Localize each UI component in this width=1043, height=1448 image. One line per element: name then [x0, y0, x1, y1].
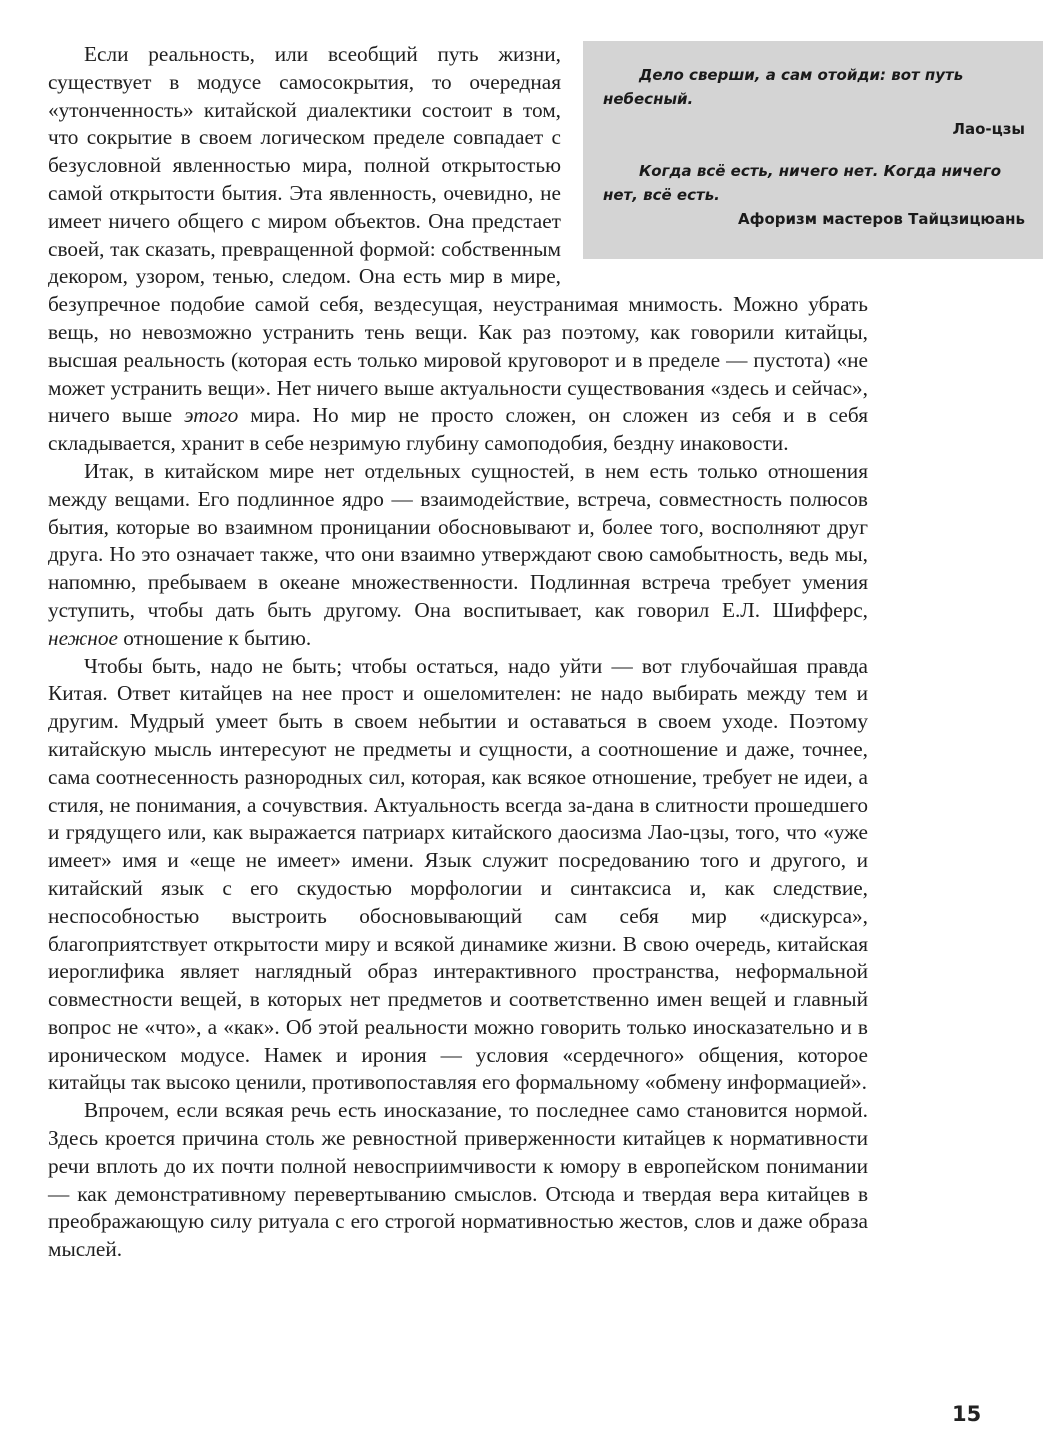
paragraph-3: Чтобы быть, надо не быть; чтобы остаться, надо уйти — вот глубочайшая правда Китая. Ответ китайцев на нее прост и ошеломителен: не надо выбирать между тем и другим. Мудрый умеет быть в своем небытии и оставаться в своем уходе. Поэтому китайскую мысль интересуют не предметы и сущности, а соотношение и даже, точнее, сама соотнесенность разнородных сил, которая, как всякое отношение, требует не идеи, а стиля, не понимания, а сочувствия. Актуальность всегда за-дана в слитности прошедшего и грядущего или, как выражается патриарх китайского даосизма Лао-цзы, того, что «уже имеет» имя и «еще не имеет» имени. Язык служит посредованию того и другого, и китайский язык с его скудостью морфологии и синтаксиса и, как следствие, неспособностью выстроить обосновывающий сам себя мир «дискурса», благоприятствует открытости миру и всякой динамике жизни. В свою очередь, китайская иероглифика являет наглядный образ интерактивного пространства, неформальной совместности вещей, в которых нет предметов и соответственно имен вещей и главный вопрос не «что», а «как». Об этой реальности можно говорить только иносказательно и в ироническом модусе. Намек и ирония — условия «сердечного» общения, которое китайцы так высоко ценили, противопоставляя его формальному «обмену информацией». — [48, 653, 868, 1095]
paragraph-2-text-end: отношение к бытию. — [117, 625, 312, 650]
paragraph-2-text: Итак, в китайском мире нет отдельных сущностей, в нем есть только отношения между вещами. Его подлинное ядро — взаимодействие, встреча, совместность полюсов бытия, которые во взаимном проницании обосновывают и, более того, восполняют друг друга. Но это означает также, что они взаимно утверждают свою самобытность, ведь мы, напомню, пребываем в океане множественности. Подлинная встреча требует умения уступить, чтобы дать быть другому. Она воспитывает, как говорил Е.Л. Шифферс, — [48, 458, 868, 622]
epigraph-quote-1: Дело сверши, а сам отойди: вот путь небесный. — [603, 66, 964, 108]
paragraph-2-emphasis: нежное — [48, 625, 118, 650]
paragraph-1-text: Если реальность, или всеобщий путь жизни, существует в модусе самосокрытия, то очередная «утонченность» китайской диалектики состоит в том, что сокрытие в своем логическом пределе совпадает с безусловной явленностью мира, полной открытостью самой открытости бытия. Эта явленность, очевидно, не имеет ничего общего с миром объектов. Она предстает своей, так сказать, превращенной формой: собственным декором, узором, тенью, следом. Она есть мир в мире, безупречное подобие самой себя, вездесущая, неустранимая мнимость. Можно убрать вещь, но невозможно устранить тень вещи. Как раз поэтому, как говорили китайцы, высшая реальность (которая есть только мировой круговорот и в пределе — пустота) «не может устранить вещи». Нет ничего выше актуальности существования «здесь и сейчас», ничего выше — [48, 42, 868, 428]
paragraph-1-text-end: мира. Но мир не просто сложен, он сложен из себя и в себя складывается, хранит в себе незримую глубину самоподобия, бездну инаковости. — [48, 403, 868, 456]
page-number: 15 — [952, 1402, 982, 1426]
epigraph-author-2: Афоризм мастеров Тайцзицюань — [737, 210, 1025, 228]
epigraph-box — [583, 41, 1043, 259]
paragraph-4: Впрочем, если всякая речь есть иносказание, то последнее само становится нормой. Здесь кроется причина столь же ревностной приверженности китайцев к нормативности речи вплоть до их почти полной невосприимчивости к юмору в европейском понимании — как демонстративному перевертыванию смыслов. Отсюда и твердая вера китайцев в преображающую силу ритуала с его строгой нормативностью жестов, слов и даже образа мыслей. — [48, 1098, 868, 1262]
epigraph-author-1: Лао-цзы — [952, 120, 1025, 138]
paragraph-1 — [48, 41, 1025, 458]
paragraph-1-emphasis: этого — [184, 403, 239, 428]
paragraph-2 — [48, 458, 868, 653]
epigraph-quote-2: Когда всё есть, ничего нет. Когда ничего нет, всё есть. — [603, 162, 1002, 204]
body-text — [48, 41, 1025, 1264]
